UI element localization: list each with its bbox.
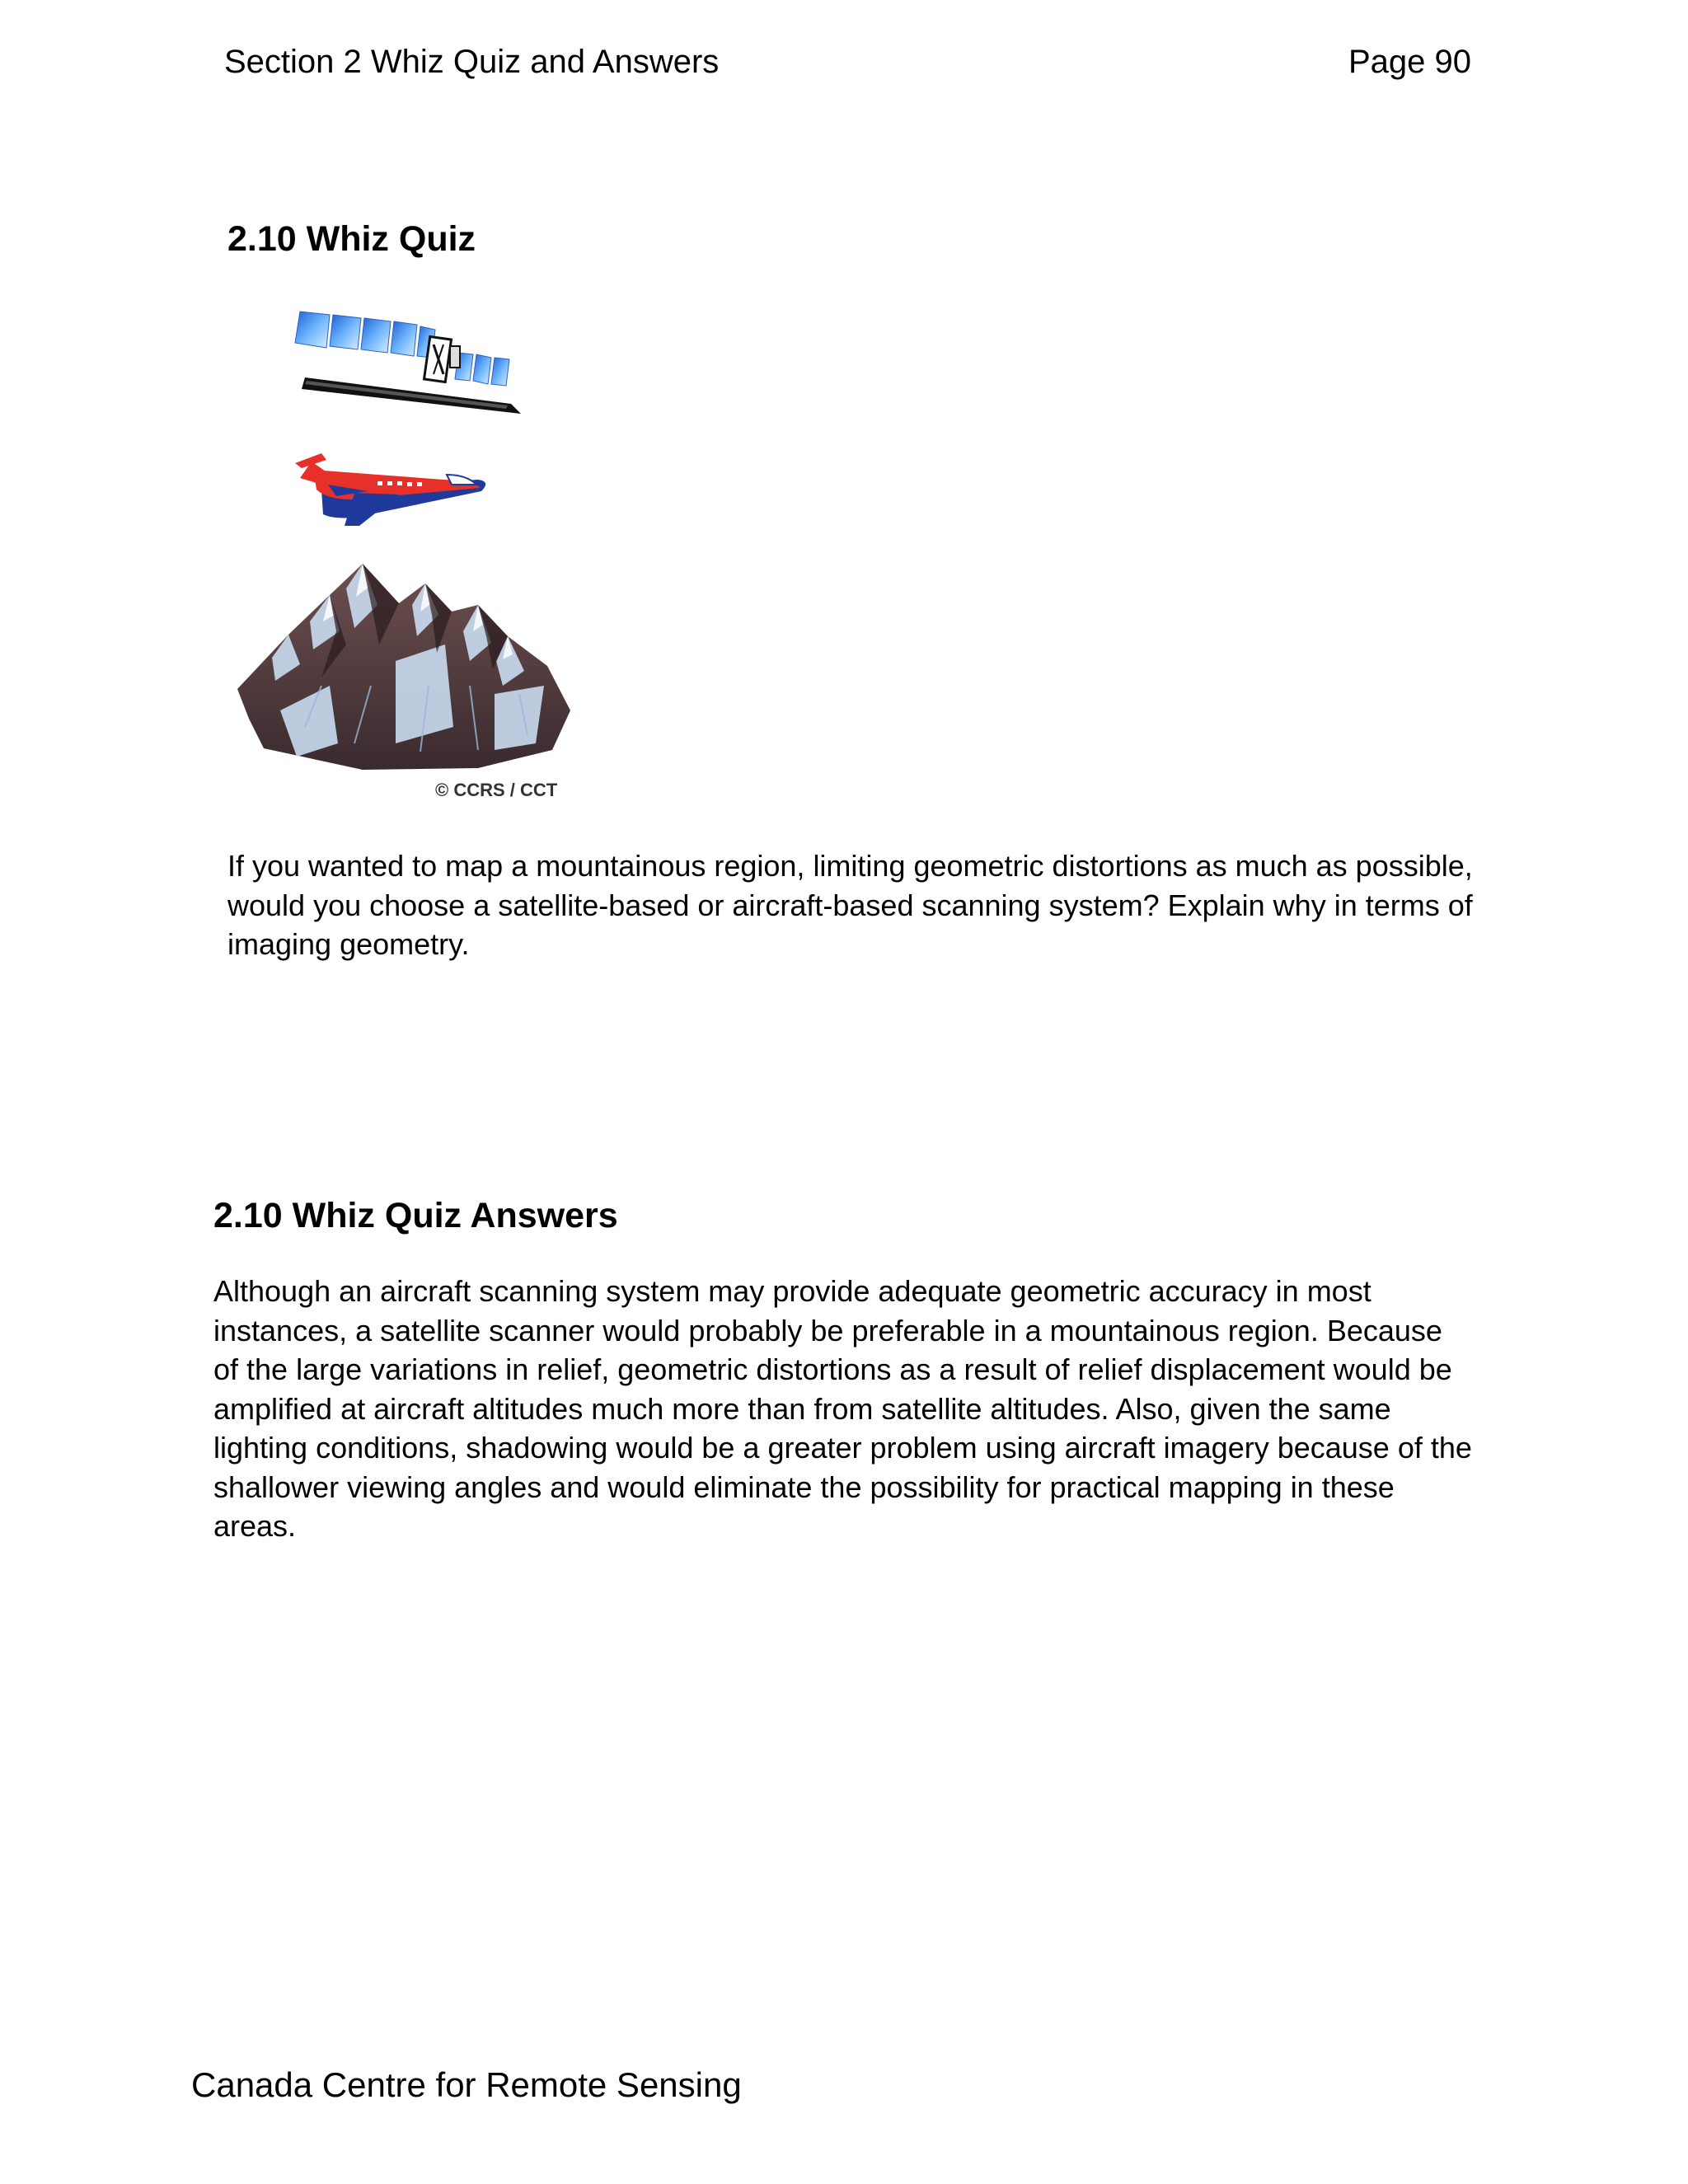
answers-title: 2.10 Whiz Quiz Answers bbox=[213, 1196, 618, 1235]
quiz-title: 2.10 Whiz Quiz bbox=[227, 219, 476, 259]
footer-organization: Canada Centre for Remote Sensing bbox=[191, 2065, 742, 2104]
jet-aircraft-icon bbox=[295, 453, 485, 526]
answers-text: Although an aircraft scanning system may provide adequate geometric accuracy in most instances, a satellite scanner would probably be preferable in a mountainous region. Because of the large variations in relief, geometric distortions as a result of relief displacement would be amplified at aircraft altitudes much more than from satellite altitudes. Also, given the same lighting conditions, shadowing would be a greater problem using aircraft imagery because of the shallower viewing angles and would eliminate the possibility for practical mapping in these areas. bbox=[213, 1274, 1472, 1543]
header-section-title: Section 2 Whiz Quiz and Answers bbox=[224, 44, 720, 80]
satellite-icon bbox=[295, 312, 521, 414]
quiz-illustration bbox=[231, 298, 577, 809]
quiz-question: If you wanted to map a mountainous region, limiting geometric distortions as much as possible, would you choose a satellite-based or aircraft-based scanning system? Explain why in terms of imaging geometry. bbox=[227, 849, 1473, 961]
image-credit: © CCRS / CCT bbox=[435, 780, 558, 800]
header-page-number: Page 90 bbox=[1348, 44, 1471, 80]
mountains-icon bbox=[237, 564, 570, 770]
